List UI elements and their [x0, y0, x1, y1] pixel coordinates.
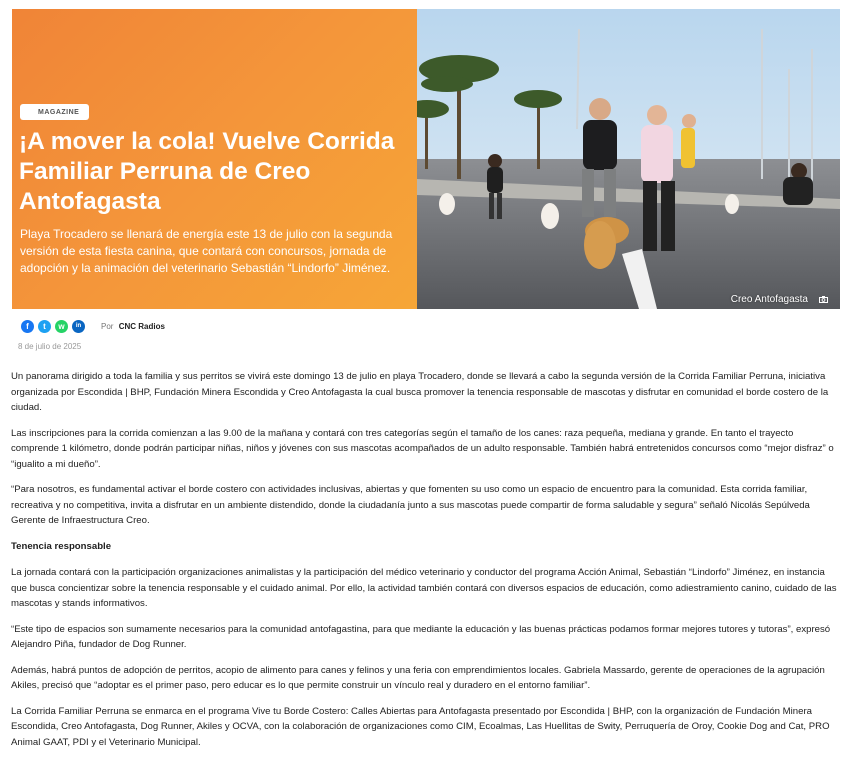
whatsapp-icon[interactable]: w [55, 320, 68, 333]
paragraph: Un panorama dirigido a toda la familia y sus perritos se vivirá este domingo 13 de julio en playa Trocadero, donde se llevará a cabo la segunda versión de la Corrida Familiar Perruna, iniciativa organizada por Escondida | BHP, Fundación Minera Escondida y Creo Antofagasta la cual busca promover la tenencia responsable de mascotas y disfrutar en comunidad el borde costero de la ciudad. [11, 371, 829, 413]
paragraph: “Para nosotros, es fundamental activar el borde costero con actividades inclusivas, abiertas y que fomenten su uso como un espacio de encuentro para la comunidad. Esta corrida familiar, recreativa y no competitiva, invita a disfrutar en un ambiente distendido, donde la ciudadanía junto a sus mascotas puede compartir de forma saludable y segura” señaló Nicolás Sepúlveda Gerente de Infraestructura Creo. [11, 484, 810, 526]
article-lead: Playa Trocadero se llenará de energía este 13 de julio con la segunda versión de esta fiesta canina, que contará con concursos, jornada de adopción y la animación del veterinario Sebastián “Lindorfo” Jiménez. [20, 227, 393, 275]
hero-banner [12, 9, 840, 309]
hero-photo [417, 9, 840, 309]
twitter-icon[interactable]: t [38, 320, 51, 333]
paragraph: La jornada contará con la participación organizaciones animalistas y la participación del médico veterinario y conductor del programa Acción Animal, Sebastián “Lindorfo” Jiménez, en instancia que busca concientizar sobre la tenencia responsable y el cuidado animal. Por ello, la actividad también contará con diversos espacios de educación, como adiestramiento canino, cuidado de las mascotas y stands informativos. [11, 567, 837, 609]
byline [101, 322, 165, 331]
paragraph: Además, habrá puntos de adopción de perritos, acopio de alimento para canes y felinos y una feria con emprendimientos locales. Gabriela Massardo, gerente de operaciones de la agrupación Akiles, precisó que “adoptar es el primer paso, pero educar es lo que permite construir un vínculo real y duradero en el entorno familiar”. [11, 664, 825, 691]
byline-label: Por [101, 321, 114, 331]
hero-text-panel [12, 9, 417, 309]
publish-date: 8 de julio de 2025 [18, 342, 82, 351]
page-title: ¡A mover la cola! Vuelve Corrida Familiar Perruna de Creo Antofagasta [19, 128, 395, 215]
camera-icon [819, 296, 828, 303]
section-heading: Tenencia responsable [11, 540, 112, 552]
linkedin-icon[interactable]: in [72, 320, 85, 333]
author-name[interactable]: CNC Radios [118, 321, 165, 331]
article-body [11, 369, 841, 760]
paragraph: Las inscripciones para la corrida comienzan a las 9.00 de la mañana y contará con tres categorías según el tamaño de los canes: raza pequeña, mediana y grande. En tanto el trayecto comprende 1 kilómetro, donde podrán participar niñas, niños y jóvenes con sus mascotas acompañados de un adulto responsable. También habrá entretenidos concursos como “mejor disfraz” o “igualito a mi dueño”. [11, 427, 834, 470]
share-bar [21, 318, 165, 334]
category-badge[interactable]: MAGAZINE [20, 104, 89, 120]
facebook-icon[interactable]: f [21, 320, 34, 333]
photo-credit: Creo Antofagasta [730, 294, 808, 305]
runners-with-dogs-illustration [417, 9, 840, 309]
paragraph: La Corrida Familiar Perruna se enmarca en el programa Vive tu Borde Costero: Calles Abiertas para Antofagasta presentado por Escondida | BHP, con la organización de Fundación Minera Escondida, Creo Antofagasta, Dog Runner, Akiles y OCVA, con la colaboración de organizaciones como CIM, Ecoalmas, Las Huellitas de Swity, Perruquería de Oroy, Cookie Dog and Cat, PRO Animal GAAT, PDI y el Veterinario Municipal. [11, 705, 830, 748]
paragraph: “Este tipo de espacios son sumamente necesarios para la comunidad antofagastina, para que mediante la educación y las buenas prácticas podamos formar mejores tutores y tutoras”, expresó Alejandro Piña, fundador de Dog Runner. [11, 623, 831, 650]
